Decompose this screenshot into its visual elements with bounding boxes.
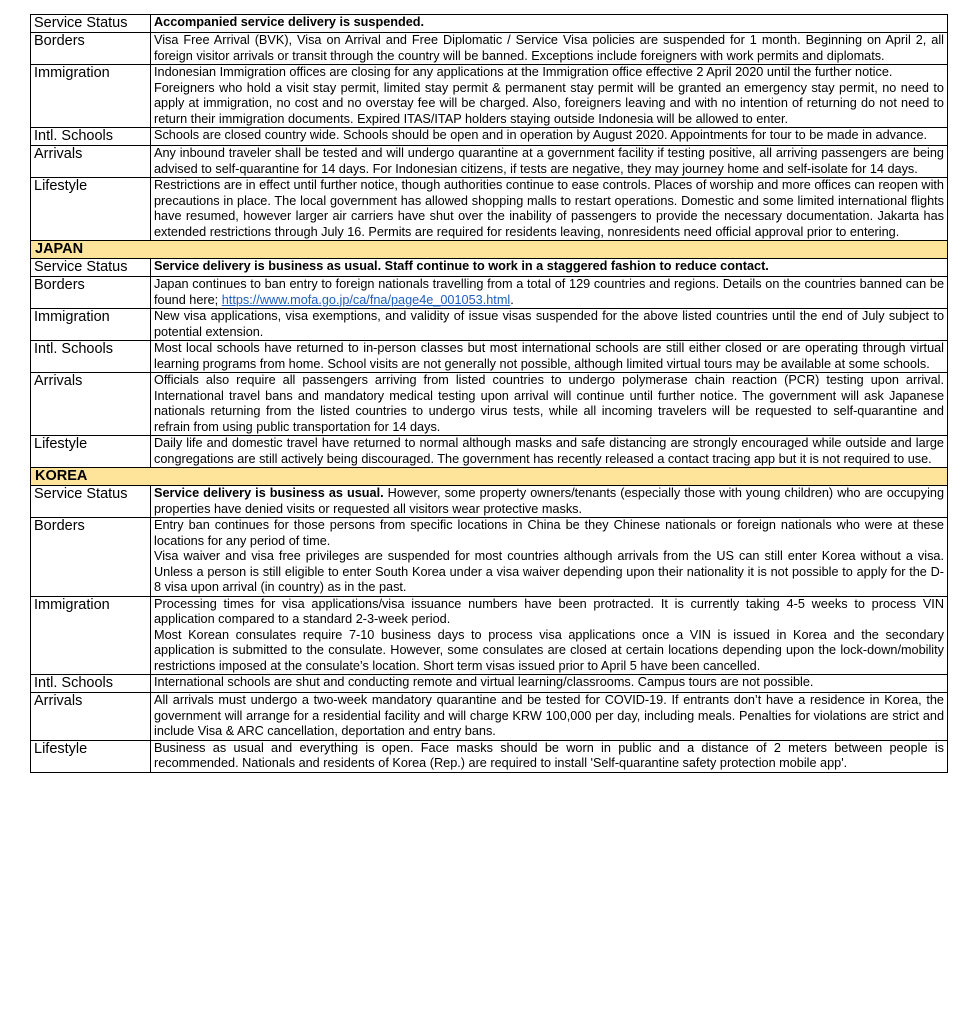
row-label: Borders bbox=[31, 277, 151, 309]
country-heading: JAPAN bbox=[31, 241, 948, 259]
row-label: Service Status bbox=[31, 259, 151, 277]
row-label: Borders bbox=[31, 33, 151, 65]
row-text: Accompanied service delivery is suspended. bbox=[151, 15, 948, 33]
row-text: Service delivery is business as usual. Staff continue to work in a staggered fashion to reduce contact. bbox=[151, 259, 948, 277]
japan-lifestyle-row bbox=[31, 436, 948, 468]
row-text bbox=[151, 486, 948, 518]
row-label: Arrivals bbox=[31, 373, 151, 436]
indonesia-immigration-row bbox=[31, 65, 948, 128]
row-label: Service Status bbox=[31, 486, 151, 518]
row-label: Lifestyle bbox=[31, 740, 151, 772]
indonesia-borders-row bbox=[31, 33, 948, 65]
indonesia-lifestyle-row bbox=[31, 178, 948, 241]
row-label: Arrivals bbox=[31, 693, 151, 741]
paragraph: Most Korean consulates require 7-10 business days to process visa applications once a VIN is issued in Korea and the secondary application is submitted to the consulate. However, some consulates are closed at certain locations depending upon the lock-down/mobility restrictions imposed at the consulate’s location. Short term visas issued prior to April 5 have been cancelled. bbox=[154, 627, 944, 673]
borders-text-end: . bbox=[510, 292, 514, 307]
row-text: All arrivals must undergo a two-week mandatory quarantine and be tested for COVID-19. If entrants don’t have a residence in Korea, the government will arrange for a residential facility and will charge KRW 100,000 per day, including meals. Penalties for violations are strict and include Visa & ARC cancellation, deportation and entry bans. bbox=[151, 693, 948, 741]
row-label: Intl. Schools bbox=[31, 341, 151, 373]
japan-arrivals-row bbox=[31, 373, 948, 436]
row-text: Daily life and domestic travel have returned to normal although masks and safe distancing are strongly encouraged while outside and large congregations are still actively being discouraged. The government has recently released a contact tracing app but it is not required to use. bbox=[151, 436, 948, 468]
row-text: Any inbound traveler shall be tested and will undergo quarantine at a government facility if testing positive, all arriving passengers are being advised to self-quarantine for 14 days. For Indonesian citizens, if tests are negative, they may journey home and self-isolate for 14 days. bbox=[151, 146, 948, 178]
indonesia-intl-schools-row bbox=[31, 128, 948, 146]
country-heading: KOREA bbox=[31, 468, 948, 486]
row-label: Lifestyle bbox=[31, 436, 151, 468]
row-label: Immigration bbox=[31, 309, 151, 341]
row-text bbox=[151, 518, 948, 597]
paragraph: Visa waiver and visa free privileges are suspended for most countries although arrivals from the US can still enter Korea without a visa. Unless a person is still eligible to enter South Korea under a visa waiver depending upon their nationality it is not possible to apply for the D-8 visa upon arrival (in country) as in the past. bbox=[154, 549, 944, 594]
indonesia-arrivals-row bbox=[31, 146, 948, 178]
korea-immigration-row bbox=[31, 596, 948, 675]
row-label: Immigration bbox=[31, 596, 151, 675]
row-label: Service Status bbox=[31, 15, 151, 33]
row-text bbox=[151, 65, 948, 128]
korea-lifestyle-row bbox=[31, 740, 948, 772]
status-text: However, some property owners/tenants (especially those with young children) who are occupying properties have denied visits or requested all visitors wear protective masks. bbox=[154, 486, 944, 516]
row-label: Intl. Schools bbox=[31, 128, 151, 146]
paragraph: Indonesian Immigration offices are closing for any applications at the Immigration office effective 2 April 2020 until the further notice. bbox=[154, 65, 893, 79]
japan-borders-row bbox=[31, 277, 948, 309]
paragraph: Entry ban continues for those persons from specific locations in China be they Chinese nationals or foreign nationals who were at these locations for any period of time. bbox=[154, 518, 944, 548]
row-label: Lifestyle bbox=[31, 178, 151, 241]
indonesia-service-status-row bbox=[31, 15, 948, 33]
korea-intl-schools-row bbox=[31, 675, 948, 693]
row-text: Officials also require all passengers arriving from listed countries to undergo polymerase chain reaction (PCR) testing upon arrival. International travel bans and mandatory medical testing upon arrival will continue until further notice. The government will ask Japanese nationals returning from the listed countries to undergo virus tests, while all incoming travelers will be requested to self-quarantine and refrain from using public transportation for 14 days. bbox=[151, 373, 948, 436]
row-text: New visa applications, visa exemptions, and validity of issue visas suspended for the above listed countries until the end of July subject to potential extension. bbox=[151, 309, 948, 341]
row-text: Restrictions are in effect until further notice, though authorities continue to ease controls. Places of worship and more offices can reopen with precautions in place. The local government has allowed shopping malls to restart operations. Domestic and some limited international flights have resumed, however larger air carriers have shut over the inability of passengers to provide the necessary documentation. Jakarta has extended restrictions through July 16. Permits are required for residents leaving, nonresidents need official approval prior to entering. bbox=[151, 178, 948, 241]
japan-immigration-row bbox=[31, 309, 948, 341]
japan-service-status-row bbox=[31, 259, 948, 277]
row-label: Immigration bbox=[31, 65, 151, 128]
korea-arrivals-row bbox=[31, 693, 948, 741]
country-status-table bbox=[30, 14, 948, 773]
korea-service-status-row bbox=[31, 486, 948, 518]
japan-intl-schools-row bbox=[31, 341, 948, 373]
row-text: Schools are closed country wide. Schools should be open and in operation by August 2020. Appointments for tour to be made in advance. bbox=[151, 128, 948, 146]
row-label: Arrivals bbox=[31, 146, 151, 178]
row-label: Borders bbox=[31, 518, 151, 597]
row-text: International schools are shut and conducting remote and virtual learning/classrooms. Campus tours are not possible. bbox=[151, 675, 948, 693]
korea-heading-row bbox=[31, 468, 948, 486]
korea-borders-row bbox=[31, 518, 948, 597]
paragraph: Foreigners who hold a visit stay permit, limited stay permit & permanent stay permit will be granted an emergency stay permit, no need to apply at immigration, no cost and no overstay fee will be charged. Also, foreigners leaving and with no intention of returning do not need to return their immigration documents. Expired ITAS/ITAP holders staying outside Indonesia will be allowed to enter. bbox=[154, 80, 944, 126]
row-text bbox=[151, 277, 948, 309]
row-text bbox=[151, 596, 948, 675]
row-text: Business as usual and everything is open. Face masks should be worn in public and a distance of 2 meters between people is recommended. Nationals and residents of Korea (Rep.) are required to install 'Self-quarantine safety protection mobile app'. bbox=[151, 740, 948, 772]
mofa-link[interactable]: https://www.mofa.go.jp/ca/fna/page4e_001053.html bbox=[221, 292, 511, 307]
paragraph: Processing times for visa applications/visa issuance numbers have been protracted. It is currently taking 4-5 weeks to process VIN application compared to a standard 2-3-week period. bbox=[154, 596, 944, 626]
borders-text: Japan continues to ban entry to foreign nationals travelling from a total of 129 countries and regions. Details on the countries banned can be found here; bbox=[154, 277, 944, 307]
status-bold-text: Service delivery is business as usual. bbox=[154, 486, 384, 500]
row-text: Visa Free Arrival (BVK), Visa on Arrival and Free Diplomatic / Service Visa policies are suspended for 1 month. Beginning on April 2, all foreign visitor arrivals or transit through the country will be banned. Exceptions include foreigners with work permits and diplomats. bbox=[151, 33, 948, 65]
row-label: Intl. Schools bbox=[31, 675, 151, 693]
row-text: Most local schools have returned to in-person classes but most international schools are still either closed or are operating through virtual learning programs from home. School visits are not generally not possible, although limited virtual tours may be available at some schools. bbox=[151, 341, 948, 373]
japan-heading-row bbox=[31, 241, 948, 259]
